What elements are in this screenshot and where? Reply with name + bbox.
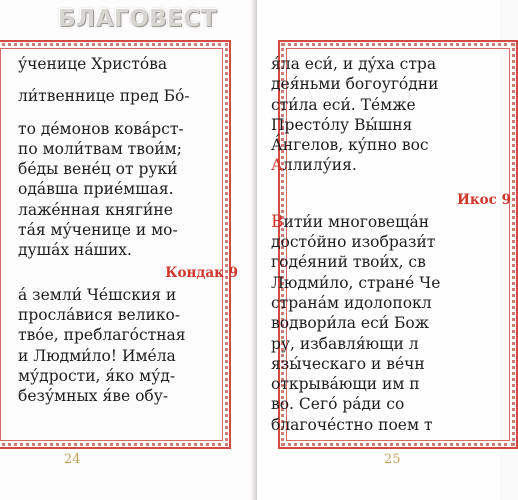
text-line: му́дрости, я́ко му́д- [18,366,176,385]
text-line: то де́монов кова́рст- [18,119,184,138]
ikos-heading: Икос 9 [457,191,511,208]
right-page-text [271,54,511,435]
text-line: душа́х на́ших. [18,241,132,260]
text-line: бе́ды вене́ц от руки́ [18,160,178,179]
text-line: досто́йно изобрази́т [271,233,436,252]
text-line: Вити́и многовеща́н [271,211,430,232]
text-line: просла́вися велико- [18,305,181,324]
text-line: и Людми́ло! Име́ла [18,346,176,365]
left-page [0,0,257,500]
alleluia-line: Аллилу́ия. [271,156,357,175]
text-line: во. Сего́ ра́ди со [271,395,405,414]
text-line: тво́е, преблаго́стная [18,326,186,345]
text-line: я́ла еси́, и ду́ха стра [271,55,437,73]
page-number-right: 25 [384,452,401,467]
text-line: ру, избавля́ющи л [271,334,419,353]
text-line: лаже́нная княги́не [18,200,173,219]
text-line: страна́м идолопокл [271,293,432,312]
text-line: дея́ньми богоуго́дни [271,75,439,94]
text-line: а́ земли́ Че́шския и [18,285,177,304]
text-line: благоче́стно поем т [271,415,433,434]
spacer [271,176,511,188]
text-line: по моли́твам твои́м; [18,139,182,158]
blagovest-logo: БЛАГОВЕСТ [58,6,217,32]
kontakion-heading: Кондак 9 [165,264,238,281]
text-line: открыва́ющи им п [271,375,420,394]
text-line: Престо́лу Вы́шня [271,115,413,134]
text-line: ода́вша прие́мшая. [18,180,174,199]
text-line: та́я му́ченице и мо- [18,221,178,240]
left-page-text [18,54,238,406]
text-line: Людми́ло, стране́ Че [271,273,441,292]
page-number-left: 24 [64,452,81,467]
text-line: язы́ческаго и ве́чн [271,354,425,373]
text-line: ли́твеннице пред Бо́- [18,87,190,106]
text-line: годе́яний твои́х, св [271,253,426,272]
text-line: А́нгелов, ку́пно вос [271,136,429,155]
text-line: сти́ла еси́. Те́мже [271,95,416,114]
text-line-faded [18,107,238,119]
text-line-faded [18,74,238,86]
text-line: у́ченице Христо́ва [18,55,168,73]
right-page [257,0,511,500]
text-line: безу́мных я́ве обу- [18,387,169,406]
text-line: водвори́ла еси́ Бож [271,314,430,333]
